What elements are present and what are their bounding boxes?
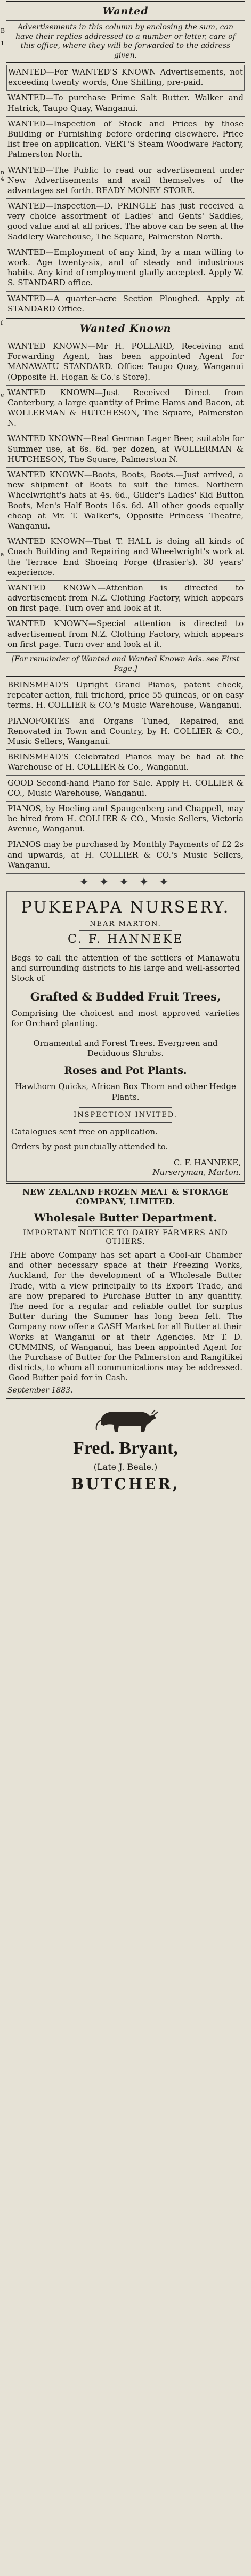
wanted-known-ad: WANTED KNOWN—Boots, Boots, Boots.—Just arrived, a new shipment of Boots to suit the times. Northern Wheelwright's hats at 4s. 6d., Gilder's Ladies' Kid Button Boots, Men's Half Boots 16s. 6d. All other goods equally cheap at Mr. T. Walker's, Opposite Princess Theatre, Wanganui. bbox=[6, 468, 245, 534]
wanted-known-ad: WANTED KNOWN—Mr H. POLLARD, Receiving and Forwarding Agent, has been appointed Agent for MANAWATU STANDARD. Office: Taupo Quay, Wanganui (Opposite H. Hogan & Co.'s Store). bbox=[6, 339, 245, 386]
edge-letter: n bbox=[1, 169, 5, 176]
butcher-late: (Late J. Beale.) bbox=[93, 1461, 158, 1472]
piano-ad: BRINSMEAD'S Celebrated Pianos may be had at the Warehouse of H. COLLIER & Co., Wanganui. bbox=[6, 750, 245, 775]
nursery-grafted-heading: Grafted & Budded Fruit Trees, bbox=[30, 989, 221, 1003]
edge-letter: e bbox=[1, 391, 4, 398]
wanted-known-header: Wanted Known bbox=[79, 322, 172, 334]
frozen-meat-notice-heading: IMPORTANT NOTICE TO DAIRY FARMERS AND OTHERS. bbox=[23, 1229, 228, 1246]
butcher-name: Fred. Bryant, bbox=[73, 1438, 178, 1458]
divider bbox=[79, 1122, 172, 1123]
edge-letter: a bbox=[1, 551, 4, 558]
divider bbox=[79, 948, 172, 949]
piano-ad: BRINSMEAD'S Upright Grand Pianos, patent check, repeater action, full trichord, price 55 guineas, or on easy terms. H. COLLIER & CO.'s Music Warehouse, Wanganui. bbox=[6, 678, 245, 714]
frozen-meat-body: THE above Company has set apart a Cool-air Chamber and other necessary space at their Freezing Works, Auckland, for the development of a Wholesale Butter Trade, with a view principally to its Export Trade, and are now prepared to Purchase Butter in any quantity. The need for a regular and reliable outlet for surplus Butter during the Summer has long been felt. The Company now offer a CASH Market for all Butter at their Works at Wanganui or at their Agencies. Mr T. D. CUMMINS, of Wanganui, has been appointed Agent for the Purchase of Butter for the Palmerston and Rangitikei districts, to whom all communications may be addressed. Good Butter paid for in Cash. bbox=[9, 1250, 242, 1383]
wanted-known-ad: WANTED KNOWN—Real German Lager Beer, suitable for Summer use, at 6s. 6d. per dozen, at WOLLERMAN & HUTCHESON, The Square, Palmerston N. bbox=[6, 431, 245, 468]
frozen-meat-company: NEW ZEALAND FROZEN MEAT & STORAGE COMPANY, LIMITED. bbox=[22, 1187, 229, 1207]
wanted-ad: WANTED—A quarter-acre Section Ploughed. Apply at STANDARD Office. bbox=[6, 292, 245, 317]
wanted-ad: WANTED—To purchase Prime Salt Butter. Walker and Hatrick, Taupo Quay, Wanganui. bbox=[6, 91, 245, 116]
nursery-orders: Orders by post punctually attended to. bbox=[11, 1141, 168, 1151]
wanted-ad: WANTED—Employment of any kind, by a man willing to work. Age twenty-six, and of steady and industrious habits. Any kind of employment gladly accepted. Apply W. S. STANDARD office. bbox=[6, 245, 245, 292]
wanted-ad: WANTED—The Public to read our advertisement under New Advertisements and avail themselves of the advantages set forth. READY MONEY STORE. bbox=[6, 163, 245, 199]
nursery-title: PUKEPAPA NURSERY. bbox=[21, 898, 230, 917]
edge-letter: 4 bbox=[1, 175, 4, 182]
nursery-catalogues: Catalogues sent free on application. bbox=[11, 1126, 158, 1137]
nursery-hedges: Hawthorn Quicks, African Box Thorn and other Hedge Plants. bbox=[15, 1082, 236, 1102]
divider bbox=[6, 62, 245, 63]
divider bbox=[79, 930, 172, 931]
wanted-ad: WANTED—Inspection—D. PRINGLE has just received a very choice assortment of Ladies' and Gents' Saddles, good value and at all prices. The above can be seen at the Saddlery Warehouse, The Square, Palmerston North. bbox=[6, 199, 245, 245]
top-rule bbox=[6, 1, 245, 2]
edge-letter: B bbox=[1, 27, 5, 34]
edge-letter: 1 bbox=[1, 40, 4, 47]
nursery-grafted-text: Comprising the choicest and most approved varieties for Orchard planting. bbox=[11, 1008, 240, 1028]
divider bbox=[6, 20, 245, 21]
ornament-divider: ✦ ✦ ✦ ✦ ✦ bbox=[79, 876, 172, 889]
nursery-signature: C. F. HANNEKE, bbox=[173, 1158, 241, 1168]
nursery-signature-line2: Nurseryman, Marton. bbox=[152, 1167, 241, 1178]
piano-ad: GOOD Second-hand Piano for Sale. Apply H. COLLIER & CO., Music Warehouse, Wanganui. bbox=[6, 776, 245, 802]
edge-letter: f bbox=[1, 319, 3, 326]
wanted-notice: Advertisements in this column by enclosing the sum, can have their replies addressed to a number or letter, care of this office, where they will be forwarded to the address given. bbox=[15, 23, 236, 60]
divider bbox=[6, 318, 245, 319]
nursery-location: NEAR MARTON. bbox=[90, 920, 161, 928]
divider bbox=[78, 1226, 173, 1227]
bull-illustration bbox=[91, 1403, 160, 1434]
wanted-known-ad: WANTED KNOWN—That T. HALL is doing all kinds of Coach Building and Repairing and Wheelwright's work at the Terrace End Shoeing Forge (Brasier's). 30 years' experience. bbox=[6, 534, 245, 581]
nursery-inspection: INSPECTION INVITED. bbox=[74, 1110, 177, 1119]
divider bbox=[6, 1183, 245, 1184]
divider bbox=[6, 1398, 245, 1399]
nursery-ornamental: Ornamental and Forest Trees. Evergreen and Deciduous Shrubs. bbox=[33, 1038, 218, 1059]
divider bbox=[79, 1107, 172, 1108]
wanted-ad: WANTED—Inspection of Stock and Prices by those Building or Furnishing before ordering elsewhere. Price list free on application. VERT'S Steam Woodware Factory, Palmerston North. bbox=[6, 117, 245, 163]
nursery-proprietor: C. F. HANNEKE bbox=[68, 933, 183, 946]
frozen-meat-ad bbox=[6, 1185, 245, 1396]
frozen-meat-date: September 1883. bbox=[7, 1386, 73, 1395]
wanted-ad: WANTED—For WANTED'S KNOWN Advertisements, not exceeding twenty words, One Shilling, pre-paid. bbox=[6, 65, 245, 91]
piano-ad: PIANOFORTES and Organs Tuned, Repaired, and Renovated in Town and Country, by H. COLLIER & CO., Music Sellers, Wanganui. bbox=[6, 714, 245, 750]
piano-ad: PIANOS, by Hoeling and Spaugenberg and Chappell, may be hired from H. COLLIER & CO., Music Sellers, Victoria Avenue, Wanganui. bbox=[6, 802, 245, 838]
wanted-header: Wanted bbox=[102, 5, 149, 17]
wanted-known-ad: WANTED KNOWN—Attention is directed to advertisement from N.Z. Clothing Factory, which appears on first page. Turn over and look at it. bbox=[6, 581, 245, 617]
nursery-ad bbox=[6, 891, 245, 1182]
butcher-trade: BUTCHER, bbox=[71, 1475, 180, 1493]
nursery-intro: Begs to call the attention of the settlers of Manawatu and surrounding districts to his large and well-assorted Stock of bbox=[11, 953, 240, 983]
divider bbox=[6, 676, 245, 677]
piano-ad: PIANOS may be purchased by Monthly Payments of £2 2s and upwards, at H. COLLIER & CO.'s Music Sellers, Wanganui. bbox=[6, 837, 245, 874]
wanted-known-ad: WANTED KNOWN—Just Received Direct from Canterbury, a large quantity of Prime Hams and Bacon, at WOLLERMAN & HUTCHESON, The Square, Palmerston N. bbox=[6, 386, 245, 432]
wanted-known-reminder: [For remainder of Wanted and Wanted Known Ads. see First Page.] bbox=[11, 655, 240, 673]
page-edge-margin bbox=[0, 0, 4, 2576]
nursery-roses-heading: Roses and Pot Plants. bbox=[64, 1065, 187, 1077]
newspaper-column bbox=[4, 0, 247, 2576]
frozen-meat-department: Wholesale Butter Department. bbox=[34, 1211, 217, 1225]
wanted-known-ad: WANTED KNOWN—Special attention is directed to advertisement from N.Z. Clothing Factory, which appears on first page. Turn over and look at it. bbox=[6, 617, 245, 653]
